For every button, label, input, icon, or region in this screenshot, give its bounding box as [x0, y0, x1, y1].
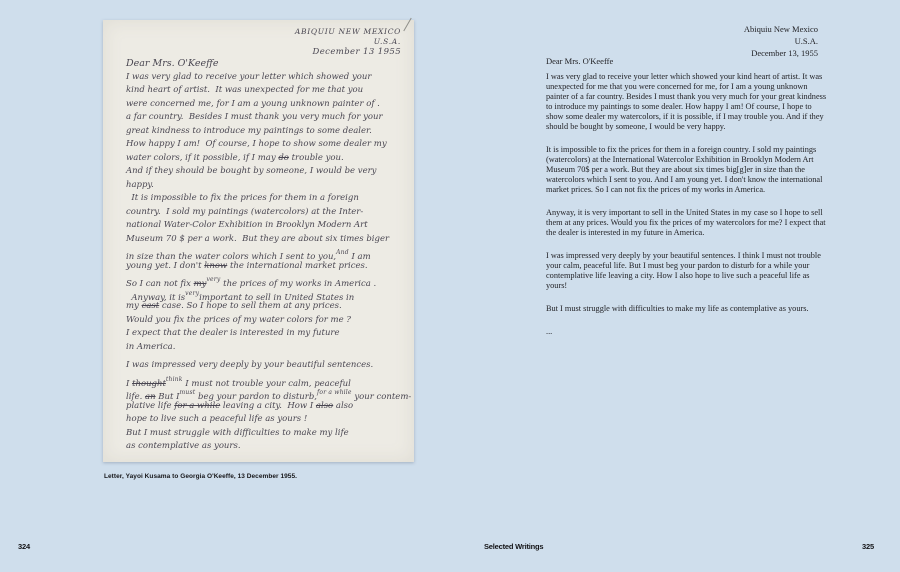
letter-paragraph: Anyway, it is very important to sell in the United States in my case so I hope to sell them at any prices. Would you fix the prices of my watercolors for me? I expect that the dealer is interested in my future in America. [546, 208, 826, 237]
handwritten-line: Dear Mrs. O'Keeffe [126, 58, 219, 69]
handwritten-line: water colors, if it possible, if I may do trouble you. [126, 152, 344, 163]
typed-heading-line: U.S.A. [794, 36, 818, 46]
handwritten-line: my cast case. So I hope to sell them at any prices. [126, 301, 342, 311]
typed-letter-heading [546, 23, 818, 59]
handwritten-line: a far country. Besides I must thank you very much for your [126, 112, 383, 122]
typed-heading-line: December 13, 1955 [751, 48, 818, 58]
handwritten-line: hope to live such a peaceful life as yours ! [126, 414, 308, 424]
handwritten-line: I thought$^{think}$ I must not trouble your calm, peaceful [126, 375, 351, 389]
handwritten-letter-heading [295, 27, 401, 57]
handwritten-line: kind heart of artist. It was unexpected for me that you [126, 85, 364, 95]
handwritten-line: I was very glad to receive your letter which showed your [126, 71, 372, 82]
handwritten-letter-body [126, 57, 410, 454]
letter-caption: Letter, Yayoi Kusama to Georgia O'Keeffe, 13 December 1955. [104, 473, 297, 480]
handwritten-line: So I can not fix $my^{very}$ the prices of my works in America . [126, 276, 377, 289]
typed-letter-body [546, 72, 829, 337]
page-number-right: 325 [862, 542, 874, 551]
letter-paragraph: It is impossible to fix the prices for them in a foreign country. I sold my paintings (watercolors) at the International Watercolor Exhibition in Brooklyn Modern Art Museum 70$ per a work. But they are about six times big[g]er in size than the watercolors which I sent to you. And I am young yet. I don't know the international market prices. So I can not fix the prices of my works in America. [546, 145, 823, 194]
page-number-left: 324 [18, 542, 30, 551]
handwritten-heading-line: U.S.A. [373, 37, 401, 46]
handwritten-line: great kindness to introduce my paintings to some dealer. [126, 125, 372, 136]
letter-paragraph: I was very glad to receive your letter which showed your kind heart of artist. It was unexpected for me that you were concerned for me, for I am a young unknown painter of a far country. Besides I must thank you very much for your great kindness to introduce my paintings to some dealer. How happy I am! Of course, I hope to show some dealer my watercolors, if it is possible, if I may trouble you. And if they should be bought by someone, I would be very happy. [546, 72, 827, 131]
handwritten-line: Would you fix the prices of my water colors for me ? [126, 314, 351, 325]
handwritten-line: I expect that the dealer is interested in my future [126, 328, 340, 338]
handwritten-line: young yet. I don't know the international market prices. [126, 260, 368, 271]
paper-crease [403, 18, 411, 31]
handwritten-line: happy. [126, 179, 154, 190]
handwritten-line: were concerned me, for I am a young unknown painter of . [126, 98, 380, 109]
handwritten-line: Museum 70 $ per a work. But they are about six times biger [126, 233, 390, 244]
scanned-letter-paper [103, 20, 414, 462]
handwritten-line: national Water-Color Exhibition in Brooklyn Modern Art [126, 220, 368, 230]
letter-paragraph: But I must struggle with difficulties to make my life as contemplative as yours. [546, 304, 809, 313]
handwritten-line: But I must struggle with difficulties to make my life [126, 427, 349, 438]
handwritten-line: life. an But $I^{must}$ beg your pardon to disturb,$^{for a while}$ your contem- [126, 389, 412, 402]
handwritten-line: in size than the water colors which I sent to you,$^{And}$ I am [126, 249, 371, 262]
handwritten-line: plative life for a while leaving a city. How I also also [126, 400, 354, 411]
typed-salutation: Dear Mrs. O'Keeffe [546, 56, 614, 66]
handwritten-line: I was impressed very deeply by your beautiful sentences. [126, 360, 374, 370]
handwritten-line: And if they should be bought by someone, I would be very [126, 166, 377, 176]
typed-paragraphs [546, 72, 829, 314]
handwritten-heading-line: ABIQUIU NEW MEXICO [294, 27, 401, 36]
handwritten-line: in America. [126, 341, 176, 352]
letter-paragraph: I was impressed very deeply by your beautiful sentences. I think I must not trouble your calm, peaceful life. But I must beg your pardon to disturb for a while your contemplative life leaving a city. How I also hope to live such a peaceful life as yours! [546, 251, 821, 290]
running-footer-title: Selected Writings [484, 542, 544, 551]
handwritten-line: as contemplative as yours. [126, 441, 241, 451]
handwritten-line: How happy I am! Of course, I hope to show some dealer my [126, 139, 387, 149]
handwritten-heading-line: December 13 1955 [312, 47, 401, 57]
letter-ellipsis: ... [546, 327, 553, 336]
handwritten-line: It is impossible to fix the prices for them in a foreign [126, 193, 359, 203]
handwritten-line: Anyway, it $is^{very}important$ to sell in United States in [126, 289, 355, 303]
handwritten-line: country. I sold my paintings (watercolors) at the Inter- [126, 206, 364, 217]
typed-heading-line: Abiquiu New Mexico [743, 24, 818, 34]
